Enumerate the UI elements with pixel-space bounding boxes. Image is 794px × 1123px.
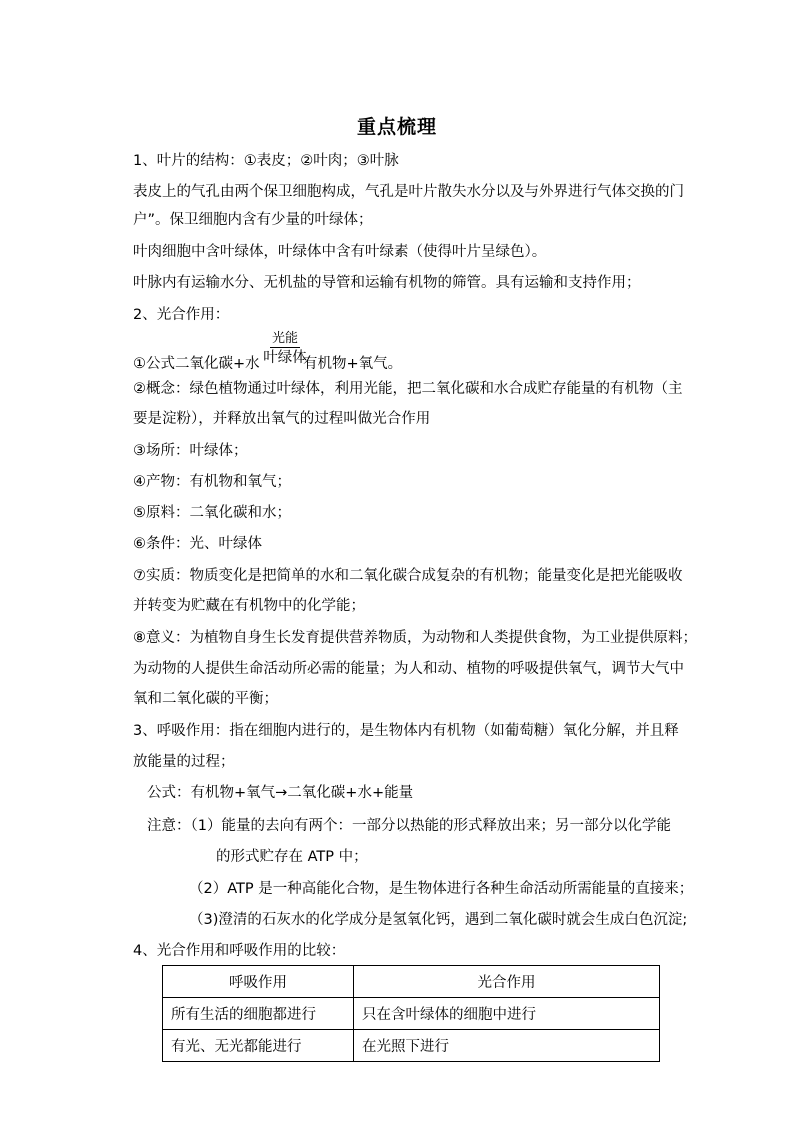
note-3: （3)澄清的石灰水的化学成分是氢氧化钙，遇到二氧化碳时就会生成白色沉淀; bbox=[189, 912, 688, 928]
condition-line: ⑥条件：光、叶绿体 bbox=[133, 536, 262, 552]
table-cell: 所有生活的细胞都进行 bbox=[163, 998, 354, 1030]
comparison-table bbox=[162, 965, 660, 1062]
table-cell: 只在含叶绿体的细胞中进行 bbox=[354, 998, 660, 1030]
page-title: 重点梳理 bbox=[356, 116, 437, 138]
section4-heading: 4、光合作用和呼吸作用的比较： bbox=[133, 943, 346, 959]
formula-condition-below: 叶绿体 bbox=[263, 350, 307, 366]
place-line: ③场所：叶绿体； bbox=[133, 443, 248, 459]
section3-heading-a: 3、呼吸作用：指在细胞内进行的，是生物体内有机物（如葡萄糖）氧化分解，并且释 bbox=[133, 723, 679, 739]
essence-line-a: ⑦实质：物质变化是把简单的水和二氧化碳合成复杂的有机物；能量变化是把光能吸收 bbox=[133, 568, 683, 584]
respiration-formula: 公式：有机物+氧气→二氧化碳+水+能量 bbox=[147, 785, 414, 801]
meaning-line-c: 氧和二氧化碳的平衡； bbox=[133, 691, 278, 707]
section1-paragraph-3: 叶脉内有运输水分、无机盐的导管和运输有机物的筛管。具有运输和支持作用； bbox=[133, 275, 641, 291]
photosynthesis-formula bbox=[133, 330, 433, 374]
product-line: ④产物：有机物和氧气； bbox=[133, 474, 291, 490]
section1-paragraph-2: 叶肉细胞中含叶绿体，叶绿体中含有叶绿素（使得叶片呈绿色）。 bbox=[133, 244, 547, 260]
meaning-line-a: ⑧意义：为植物自身生长发育提供营养物质，为动物和人类提供食物，为工业提供原料； bbox=[133, 630, 697, 646]
table-row bbox=[163, 1030, 660, 1062]
section1-paragraph-1b: 户”。保卫细胞内含有少量的叶绿体； bbox=[133, 212, 373, 228]
section1-heading: 1、叶片的结构：①表皮；②叶肉；③叶脉 bbox=[133, 153, 399, 169]
table-header-cell: 光合作用 bbox=[354, 966, 660, 998]
note-1b: 的形式贮存在 ATP 中； bbox=[216, 849, 368, 865]
table-cell: 有光、无光都能进行 bbox=[163, 1030, 354, 1062]
formula-condition-above: 光能 bbox=[271, 331, 298, 346]
table-header-row bbox=[163, 966, 660, 998]
table-header-cell: 呼吸作用 bbox=[163, 966, 354, 998]
concept-line-b: 要是淀粉），并释放出氧气的过程叫做光合作用 bbox=[133, 411, 431, 427]
table-row bbox=[163, 998, 660, 1030]
formula-prefix: ①公式二氧化碳+水 bbox=[133, 356, 260, 372]
essence-line-b: 并转变为贮藏在有机物中的化学能； bbox=[133, 598, 365, 614]
note-1a: 注意：（1）能量的去向有两个：一部分以热能的形式释放出来；另一部分以化学能 bbox=[147, 818, 671, 834]
section3-heading-b: 放能量的过程； bbox=[133, 754, 235, 770]
section2-heading: 2、光合作用： bbox=[133, 307, 230, 323]
meaning-line-b: 为动物的人提供生命活动所必需的能量；为人和动、植物的呼吸提供氧气，调节大气中 bbox=[133, 661, 684, 677]
formula-suffix: 有机物+氧气。 bbox=[303, 356, 403, 372]
section1-paragraph-1a: 表皮上的气孔由两个保卫细胞构成，气孔是叶片散失水分以及与外界进行气体交换的门 bbox=[133, 184, 684, 200]
material-line: ⑤原料：二氧化碳和水； bbox=[133, 505, 291, 521]
concept-line-a: ②概念：绿色植物通过叶绿体，利用光能，把二氧化碳和水合成贮存能量的有机物（主 bbox=[133, 381, 683, 397]
table-cell: 在光照下进行 bbox=[354, 1030, 660, 1062]
note-2: （2）ATP 是一种高能化合物，是生物体进行各种生命活动所需能量的直接来； bbox=[189, 881, 694, 897]
